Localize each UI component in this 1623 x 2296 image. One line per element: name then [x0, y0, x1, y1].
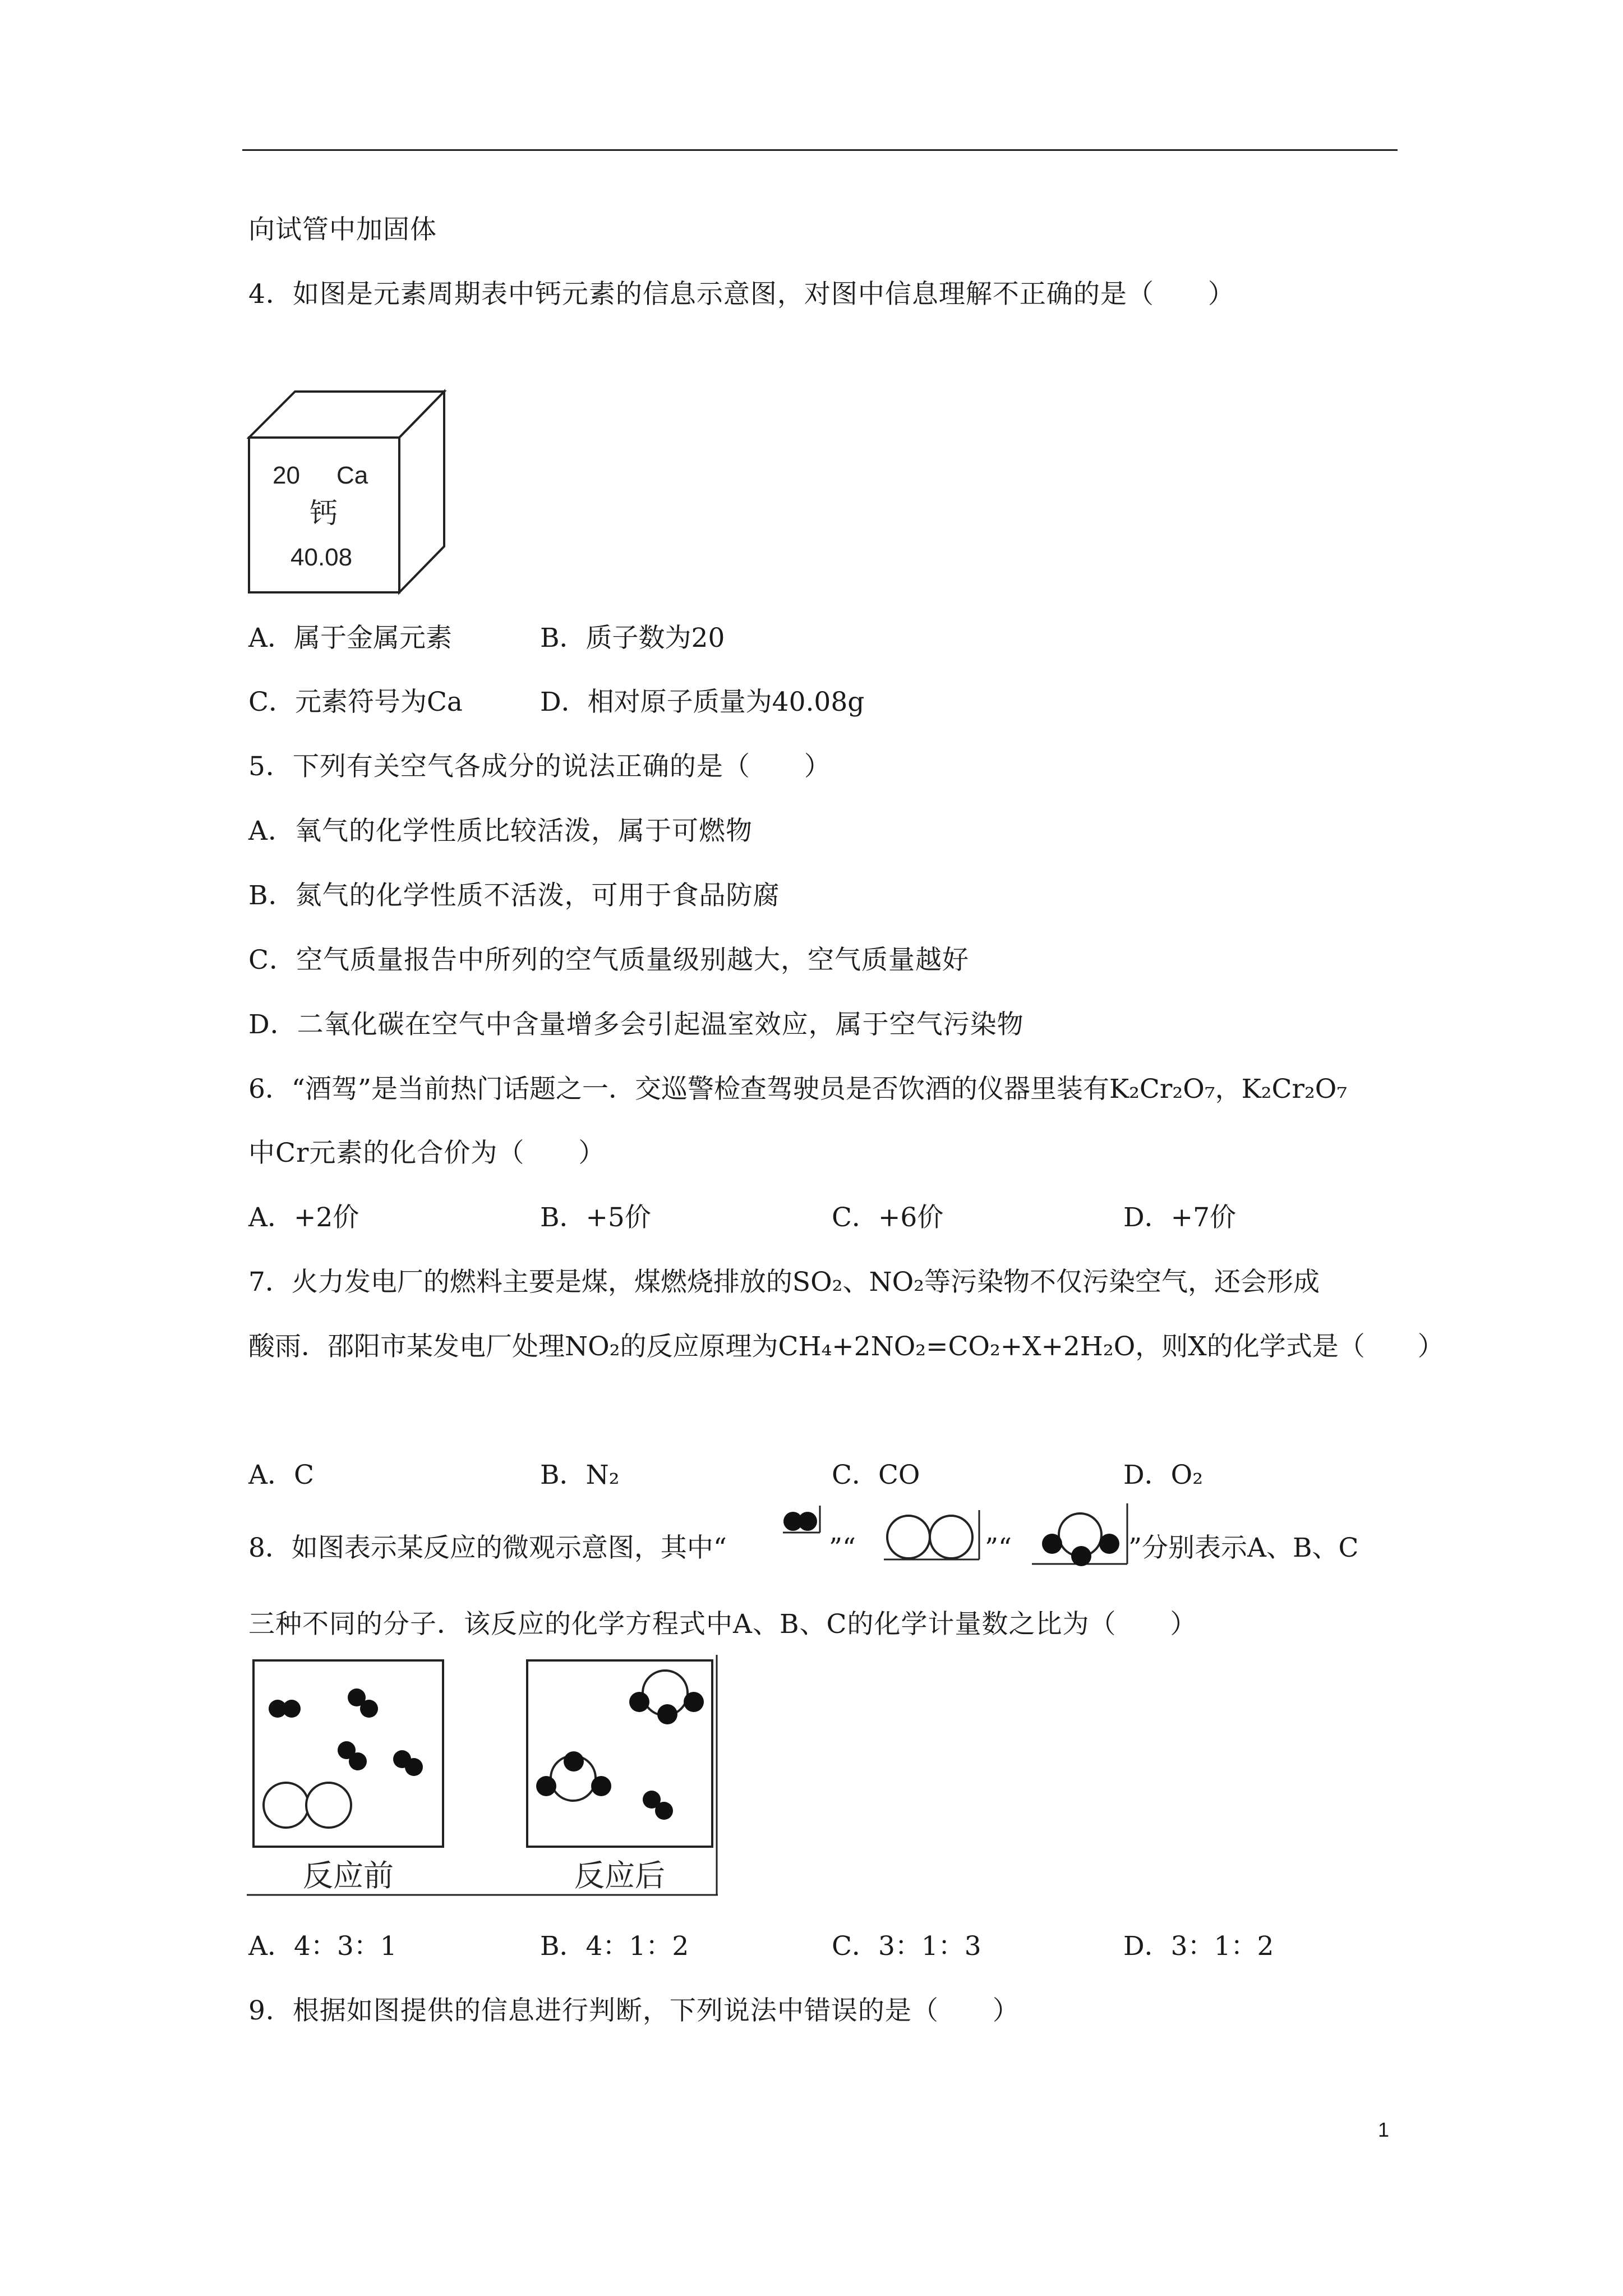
- q6-stem-line1: [248, 1073, 1347, 1106]
- q6-option-a: A．+2价: [248, 1202, 359, 1233]
- q8-line1-end: ”分别表示A、B、C: [1128, 1533, 1359, 1563]
- q8-line1-start: 8．如图表示某反应的微观示意图，其中“: [248, 1533, 727, 1563]
- card-symbol: Ca: [336, 462, 368, 489]
- continued-text: 向试管中加固体: [248, 214, 437, 245]
- q4-option-b: B．质子数为20: [540, 623, 725, 654]
- q4-option-d: D．相对原子质量为40.08g: [540, 687, 865, 717]
- q5-option-d: D．二氧化碳在空气中含量增多会引起温室效应，属于空气污染物: [248, 1009, 1024, 1040]
- q7-option-a: A．C: [248, 1460, 314, 1490]
- q4-option-a: A．属于金属元素: [248, 623, 452, 654]
- q6-stem-text: 6．“酒驾”是当前热门话题之一．交巡警检查驾驶员是否饮酒的仪器里装有: [248, 1074, 1109, 1105]
- before-label: 反应前: [303, 1858, 394, 1893]
- q8-quote-mid1: ”“: [829, 1533, 856, 1563]
- molecule-b-icon: [880, 1510, 981, 1566]
- q6-formula: K₂Cr₂O₇，K₂Cr₂O₇: [1109, 1074, 1348, 1105]
- q4-stem: 4．如图是元素周期表中钙元素的信息示意图，对图中信息理解不正确的是（ ）: [248, 279, 1235, 310]
- q8-line2: 三种不同的分子．该反应的化学方程式中A、B、C的化学计量数之比为（ ）: [248, 1609, 1197, 1640]
- card-atomic-mass: 40.08: [291, 544, 353, 571]
- q8-option-c: C．3：1：3: [832, 1931, 981, 1962]
- q5-option-a: A．氧气的化学性质比较活泼，属于可燃物: [248, 816, 753, 846]
- header-rule: [242, 149, 1398, 151]
- q4-option-c: C．元素符号为Ca: [248, 687, 463, 717]
- q9-stem: 9．根据如图提供的信息进行判断，下列说法中错误的是（ ）: [248, 1995, 1020, 2026]
- q7-line1: 7．火力发电厂的燃料主要是煤，煤燃烧排放的SO₂、NO₂等污染物不仅污染空气，还会形成: [248, 1267, 1320, 1297]
- reaction-diagram: [247, 1655, 718, 1896]
- after-panel: [527, 1660, 712, 1847]
- q7-option-c: C．CO: [832, 1460, 920, 1490]
- molecule-c-icon: [1030, 1503, 1131, 1570]
- q6-option-d: D．+7价: [1123, 1202, 1236, 1233]
- q8-quote-mid2: ”“: [985, 1533, 1012, 1563]
- calcium-element-card: [247, 388, 449, 596]
- q8-option-d: D．3：1：2: [1123, 1931, 1274, 1962]
- card-element-name: 钙: [310, 497, 338, 530]
- after-label: 反应后: [574, 1858, 665, 1893]
- before-panel: [253, 1660, 443, 1847]
- page-number: 1: [1378, 2118, 1390, 2141]
- q8-option-b: B．4：1：2: [540, 1931, 689, 1962]
- q6-stem-line2: 中Cr元素的化合价为（ ）: [248, 1138, 606, 1168]
- q7-line2: 酸雨．邵阳市某发电厂处理NO₂的反应原理为CH₄+2NO₂=CO₂+X+2H₂O，则X的化学式是（ ）: [248, 1331, 1444, 1362]
- q5-option-b: B．氮气的化学性质不活泼，可用于食品防腐: [248, 880, 780, 911]
- q5-option-c: C．空气质量报告中所列的空气质量级别越大，空气质量越好: [248, 945, 969, 976]
- q7-option-b: B．N₂: [540, 1460, 620, 1490]
- card-atomic-number: 20: [273, 462, 300, 489]
- q6-option-c: C．+6价: [832, 1202, 944, 1233]
- molecule-a-icon: [780, 1503, 824, 1543]
- q7-option-d: D．O₂: [1123, 1460, 1204, 1490]
- q5-stem: 5．下列有关空气各成分的说法正确的是（ ）: [248, 751, 831, 782]
- q6-option-b: B．+5价: [540, 1202, 651, 1233]
- q8-option-a: A．4：3：1: [248, 1931, 397, 1962]
